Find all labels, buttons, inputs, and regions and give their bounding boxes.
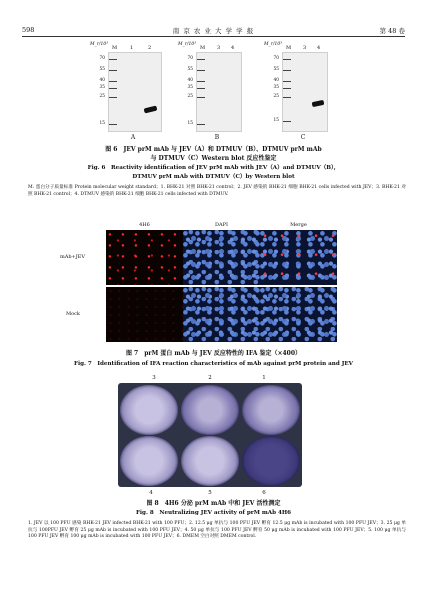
- fig7-caption-en: Fig. 7 Identification of IFA reaction characteristics of mAb against prM protein and JEV: [74, 361, 353, 367]
- marker-band: [283, 88, 291, 89]
- marker-label: 35: [99, 85, 105, 90]
- marker-band: [109, 70, 117, 71]
- lane-label: 3: [303, 45, 307, 51]
- well-label: 6: [262, 490, 266, 496]
- marker-band: [197, 70, 205, 71]
- panel-letter-a: A: [130, 134, 136, 141]
- marker-band: [283, 59, 291, 60]
- marker-label: 40: [273, 78, 279, 83]
- ifa-image-4h6-jev: [106, 230, 183, 285]
- blot-membrane: [196, 52, 242, 132]
- volume-label: 第 48 卷: [379, 27, 405, 35]
- marker-band: [197, 88, 205, 89]
- marker-band: [109, 97, 117, 98]
- ifa-image-dapi-jev: [183, 230, 260, 285]
- page-number: 598: [22, 26, 35, 34]
- marker-label: 25: [273, 94, 279, 99]
- well-1: [242, 385, 300, 435]
- fig8-note: 1. JEV 以 100 PFU 感染 BHK-21 JEV infected BHK-21 with 100 PFU；2. 12.5 μg 单抗与 100 PFU JEV 孵育 12.5 μg mAb is incubated with 100 PFU JEV；3. 25 μg 单抗与 100PFU JEV 孵育 25 μg mAb is incubated with 100 PFU JEV；4. 50 μg 单抗与 100 PFU JEV 孵育 50 μg mAb is incubated with 100 PFU JEV；5. 100 μg 单抗与 100 PFU JEV 孵育 100 μg mAb is incubated with 100 PFU JEV；6. DMEM 空白对照 DMEM control.: [28, 521, 406, 540]
- blot-membrane: [108, 52, 162, 132]
- well-4: [120, 436, 178, 486]
- well-label: 3: [152, 375, 156, 381]
- marker-label: 70: [273, 56, 279, 61]
- well-label: 1: [262, 375, 266, 381]
- marker-label: 40: [99, 78, 105, 83]
- marker-band: [283, 81, 291, 82]
- fig6-caption-cn-1: 图 6 JEV prM mAb 与 JEV（A）和 DTMUV（B）、DTMUV prM mAb: [105, 146, 322, 153]
- ifa-row-label: Mock: [66, 311, 80, 317]
- marker-label: 70: [187, 56, 193, 61]
- marker-band: [283, 70, 291, 71]
- lane-label: 4: [231, 45, 235, 51]
- ifa-column-header: 4H6: [139, 222, 150, 228]
- marker-label: 15: [187, 121, 193, 126]
- lane-label: 3: [217, 45, 221, 51]
- marker-label: 25: [187, 94, 193, 99]
- well-label: 4: [149, 490, 153, 496]
- marker-band: [109, 88, 117, 89]
- marker-band: [283, 97, 291, 98]
- western-blot-panel-a: [88, 42, 168, 142]
- fig6-caption-en-1: Fig. 6 Reactivity identification of JEV prM mAb with JEV（A）and DTMUV（B），: [87, 165, 340, 171]
- marker-label: 55: [99, 67, 105, 72]
- marker-band: [197, 59, 205, 60]
- lane-label: M: [112, 45, 118, 51]
- lane-label: M: [200, 45, 206, 51]
- ifa-image-4h6-mock: [106, 287, 183, 342]
- ifa-column-header: Merge: [290, 222, 307, 228]
- marker-label: 35: [187, 85, 193, 90]
- ifa-image-merge-mock: [260, 287, 337, 342]
- well-5: [181, 436, 239, 486]
- marker-band: [283, 121, 291, 122]
- fig8-caption-en: Fig. 8 Neutralizing JEV activity of prM mAb 4H6: [135, 510, 292, 516]
- well-2: [181, 385, 239, 435]
- ifa-image-dapi-mock: [183, 287, 260, 342]
- fig7-caption-cn: 图 7 prM 蛋白 mAb 与 JEV 反应特性的 IFA 鉴定（×400）: [125, 350, 302, 357]
- blot-membrane: [282, 52, 328, 132]
- well-label: 5: [208, 490, 212, 496]
- western-blot-panel-b: [176, 42, 256, 142]
- ifa-row-label: mAb+JEV: [60, 254, 86, 260]
- well-label: 2: [208, 375, 212, 381]
- fig8-caption-cn: 图 8 4H6 分泌 prM mAb 中和 JEV 活性测定: [146, 500, 281, 507]
- well-6: [242, 436, 300, 486]
- journal-title: 南 京 农 业 大 学 学 报: [172, 27, 255, 35]
- header-rule: [22, 36, 405, 37]
- marker-label: 15: [273, 118, 279, 123]
- mw-axis-label: M_r/10³: [178, 42, 197, 47]
- marker-label: 70: [99, 56, 105, 61]
- lane-label: 1: [130, 45, 134, 51]
- marker-band: [109, 59, 117, 60]
- lane-label: M: [286, 45, 292, 51]
- ifa-image-merge-jev: [260, 230, 337, 285]
- marker-band: [197, 81, 205, 82]
- mw-axis-label: M_r/10³: [90, 42, 109, 47]
- well-3: [120, 385, 178, 435]
- marker-label: 25: [99, 94, 105, 99]
- lane-label: 4: [317, 45, 321, 51]
- marker-label: 55: [273, 67, 279, 72]
- fig6-caption-cn-2: 与 DTMUV（C）Western blot 反应性鉴定: [150, 155, 277, 162]
- panel-letter-c: C: [300, 134, 306, 141]
- fig6-caption-en-2: DTMUV prM mAb with DTMUV（C）by Western blot: [132, 174, 295, 180]
- marker-label: 55: [187, 67, 193, 72]
- marker-band: [197, 124, 205, 125]
- panel-letter-b: B: [214, 134, 220, 141]
- western-blot-panel-c: [262, 42, 342, 142]
- ifa-column-header: DAPI: [215, 222, 228, 228]
- marker-label: 35: [273, 85, 279, 90]
- lane-label: 2: [148, 45, 152, 51]
- mw-axis-label: M_r/10³: [264, 42, 283, 47]
- fig6-note: M. 蛋白分子质量标准 Protein molecular weight standard；1. BHK-21 对照 BHK-21 control；2. JEV 感染的 BHK-21 细胞 BHK-21 cells infected with JEV；3. BHK-21 对照 BHK-21 control；4. DTMUV 感染的 BHK-21 细胞 BHK-21 cells infected with DTMUV.: [28, 185, 406, 197]
- marker-label: 40: [187, 78, 193, 83]
- marker-band: [197, 97, 205, 98]
- marker-label: 15: [99, 121, 105, 126]
- marker-band: [109, 124, 117, 125]
- marker-band: [109, 81, 117, 82]
